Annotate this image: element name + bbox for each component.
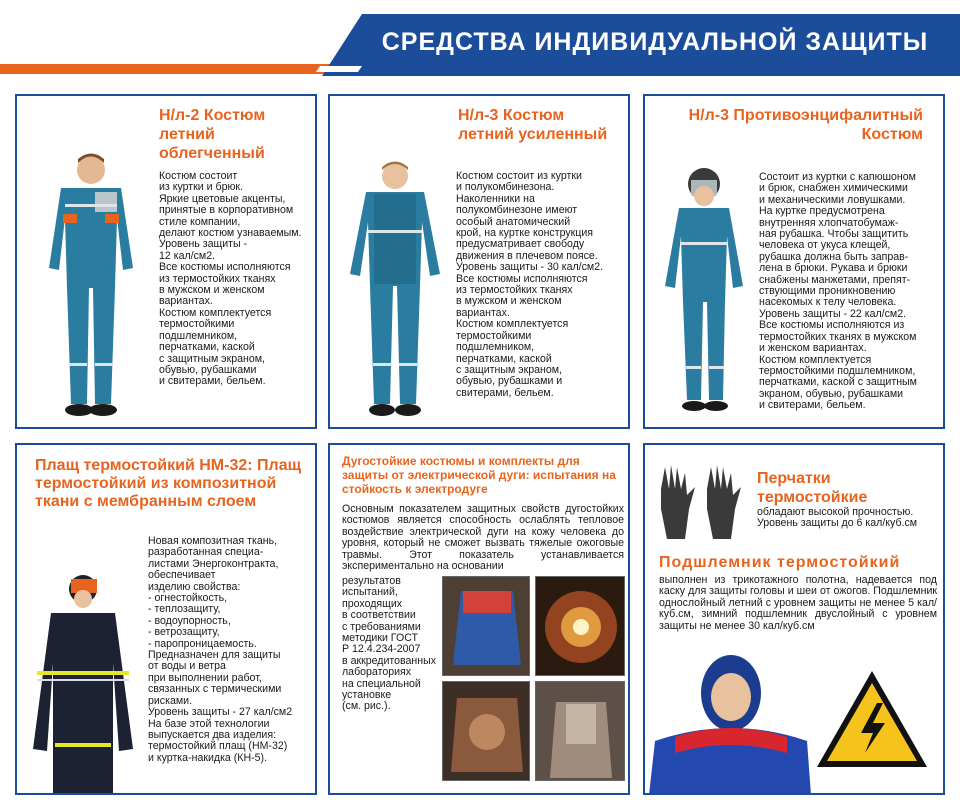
worker-summer-suit-figure	[35, 148, 147, 420]
gloves-description: обладают высокой прочностью. Уровень защиты до 6 кал/куб.см	[757, 506, 918, 530]
panel-description: Новая композитная ткань, разработанная специа- листами Энергоконтракта, обеспечивает изделию свойства: - огнестойкость, - теплозащиту, - водоупорность, - ветрозащиту, - паропроницаемость. Предназначен для защиты от воды и ветра при выполнении работ, связанных с термическими рисками. Уровень защиты - 27 кал/см2 На базе этой технологии выпускается два изделия: термостойкий плащ (НМ-32) и куртка-накидка (КН-5).	[148, 535, 293, 764]
balaclava-description: выполнен из трикотажного полотна, надевается под каску для защиты головы и шеи от ожогов. Подшлемник однослойный летний с уровнем защиты не менее 5 кал/куб.см, зимний подшлемник двуслойный с уровнем защиты не менее 30 кал/куб.см	[659, 574, 937, 632]
arc-test-photo-jacket	[442, 576, 530, 676]
panel-title: Плащ термостойкий НМ-32: Плащ термостойкий из композитной ткани с мембранным слоем	[35, 457, 302, 510]
gloves-title: Перчатки термостойкие	[757, 470, 868, 506]
panel-summary-suit	[15, 94, 317, 429]
header-accent-line	[316, 66, 362, 72]
arc-test-photo-mannequin	[535, 681, 625, 781]
panel-thermal-raincoat	[15, 443, 317, 795]
panel-title: Н/л-2 Костюм летний облегченный	[159, 107, 266, 162]
panel-reinforced-suit	[328, 94, 630, 429]
panel-intro: Основным показателем защитных свойств дугостойких костюмов является способность ослаблять тепловое воздействие электрической дуги на кожу человека до уровня, который не сможет вызвать тяжелые ожоговые травмы. Этот показатель устанавливается экспериментально на основании	[342, 503, 624, 573]
panel-title: Дугостойкие костюмы и комплекты для защиты от электрической дуги: испытания на стойкость к электродуге	[342, 454, 616, 496]
high-voltage-warning-icon	[813, 667, 931, 771]
panel-title: Н/л-3 Противоэнцифалитный Костюм	[688, 107, 923, 143]
worker-balaclava-figure	[645, 645, 811, 795]
page-header	[0, 0, 960, 90]
panel-arc-protection	[328, 443, 630, 795]
arc-test-photo-flash	[535, 576, 625, 676]
arc-test-photo-burned-jacket	[442, 681, 530, 781]
page-title: СРЕДСТВА ИНДИВИДУАЛЬНОЙ ЗАЩИТЫ	[381, 28, 929, 56]
gloves-icon	[655, 459, 747, 545]
panel-anti-encephalitis-suit	[643, 94, 945, 429]
worker-hooded-suit-figure	[659, 166, 749, 416]
balaclava-title: Подшлемник термостойкий	[659, 554, 901, 571]
panel-description: Костюм состоит из куртки и брюк. Яркие цветовые акценты, принятые в корпоративном стиле компании, делают костюм узнаваемым. Уровень защиты - 12 кал/см2. Все костюмы исполняются из термостойких тканях в мужском и женском вариантах. Костюм комплектуется термостойкими подшлемником, перчатками, каской с защитным экраном, обувью, рубашками и свитерами, бельем.	[159, 170, 302, 388]
panel-title: Н/л-3 Костюм летний усиленный	[458, 107, 608, 143]
panel-description: результатов испытаний, проходящих в соответствии с требованиями методики ГОСТ Р 12.4.234-2007 в аккредитованных лабораториях на специальной установке (см. рис.).	[342, 575, 437, 713]
worker-raincoat-figure	[25, 573, 140, 793]
panel-description: Костюм состоит из куртки и полукомбинезона. Наколенники на полукомбинезоне имеют особый анатомический крой, на куртке конструкция предусматривает свободу движения в плечевом поясе. Уровень защиты - 30 кал/см2. Все костюмы исполняются из термостойких тканях в мужском и женском вариантах. Костюм комплектуется термостойкими подшлемником, перчатками, каской с защитным экраном, обувью, рубашками и свитерами, бельем.	[456, 170, 604, 399]
panel-gloves-balaclava	[643, 443, 945, 795]
panel-description: Состоит из куртки с капюшоном и брюк, снабжен химическими и механическими ловушками. На куртке предусмотрена внутренняя хлопчатобумаж- ная рубашка. Чтобы защитить человека от укуса клещей, рубашка должна быть заправ- лена в брюки. Рукава и брюки снабжены манжетами, препят- ствующими проникновению насекомых к телу человека. Уровень защиты - 22 кал/см2. Все костюмы исполняются из термостойких тканях в мужском и женском вариантах. Костюм комплектуется термостойкими подшлемником, перчатками, каской с защитным экраном, обувью, рубашками и свитерами, бельем.	[759, 171, 917, 412]
worker-reinforced-suit-figure	[340, 158, 450, 420]
